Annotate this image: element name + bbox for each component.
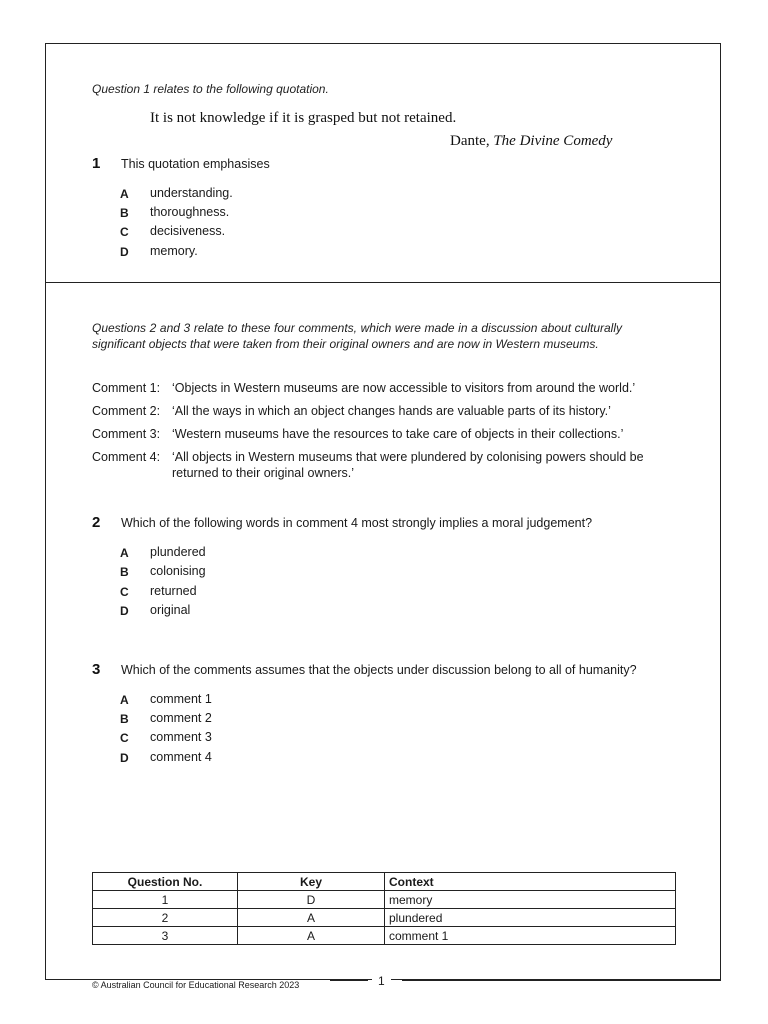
comment-3-text: ‘Western museums have the resources to take care of objects in their collections.’ [172,427,624,441]
cell-key: A [238,927,385,945]
q2-option-c: returned [150,584,197,598]
cell-context: comment 1 [385,927,676,945]
q3-option-a-letter: A [120,693,129,707]
q23-intro: Questions 2 and 3 relate to these four comments, which were made in a discussion about culturally significant objects that were taken from their original owners and are now in Western museums. [92,321,622,351]
q3-option-d-letter: D [120,751,129,765]
copyright-notice: © Australian Council for Educational Research 2023 [92,980,303,990]
comment-2-label: Comment 2: [92,404,161,418]
q3-option-d: comment 4 [150,750,212,764]
attribution-work: The Divine Comedy [493,133,613,149]
table-row [93,891,676,909]
comment-2-text: ‘All the ways in which an object changes hands are valuable parts of its history.’ [172,404,611,418]
cell-context: memory [385,891,676,909]
quotation-attribution [450,133,612,150]
header-question-no: Question No. [93,873,238,891]
cell-context: plundered [385,909,676,927]
q3-option-c: comment 3 [150,730,212,744]
cell-question-no: 3 [93,927,238,945]
q2-number: 2 [92,514,101,531]
cell-question-no: 1 [93,891,238,909]
table-header-row [93,873,676,891]
attribution-author: Dante, [450,133,494,149]
footer-rule-right [402,980,721,981]
page-frame [45,43,721,980]
q1-option-d: memory. [150,244,198,258]
q2-text: Which of the following words in comment 4 most strongly implies a moral judgement? [121,516,593,530]
q2-option-c-letter: C [120,585,129,599]
cell-question-no: 2 [93,909,238,927]
comment-1-text: ‘Objects in Western museums are now accessible to visitors from around the world.’ [172,381,636,395]
q3-option-b: comment 2 [150,711,212,725]
comment-4-label: Comment 4: [92,450,161,464]
q1-option-a: understanding. [150,186,233,200]
answer-key-table [92,872,676,945]
q3-option-a: comment 1 [150,692,212,706]
comment-3-label: Comment 3: [92,427,161,441]
q2-option-d: original [150,603,191,617]
q1-option-b-letter: B [120,206,129,220]
comment-1-label: Comment 1: [92,381,161,395]
q1-option-a-letter: A [120,187,129,201]
q3-option-b-letter: B [120,712,129,726]
header-key: Key [238,873,385,891]
q1-number: 1 [92,155,101,172]
q3-text: Which of the comments assumes that the objects under discussion belong to all of humanity? [121,663,637,677]
cell-key: A [238,909,385,927]
q1-text: This quotation emphasises [121,157,270,171]
q3-option-c-letter: C [120,731,129,745]
q1-intro: Question 1 relates to the following quotation. [92,82,329,96]
q2-option-b: colonising [150,564,206,578]
q1-option-c: decisiveness. [150,224,226,238]
q2-option-b-letter: B [120,565,129,579]
q1-option-d-letter: D [120,245,129,259]
footer-rule-left [330,980,368,981]
section-divider [45,282,721,283]
q2-option-a: plundered [150,545,206,559]
header-context: Context [385,873,676,891]
q2-option-a-letter: A [120,546,129,560]
cell-key: D [238,891,385,909]
table-row [93,927,676,945]
q1-option-b: thoroughness. [150,205,230,219]
page-number: 1 [372,974,391,988]
q2-option-d-letter: D [120,604,129,618]
comment-4-text: ‘All objects in Western museums that were plundered by colonising powers should be returned to their original owners.’ [172,450,644,480]
quotation: It is not knowledge if it is grasped but not retained. [150,110,457,126]
q1-option-c-letter: C [120,225,129,239]
table-row [93,909,676,927]
q3-number: 3 [92,661,101,678]
